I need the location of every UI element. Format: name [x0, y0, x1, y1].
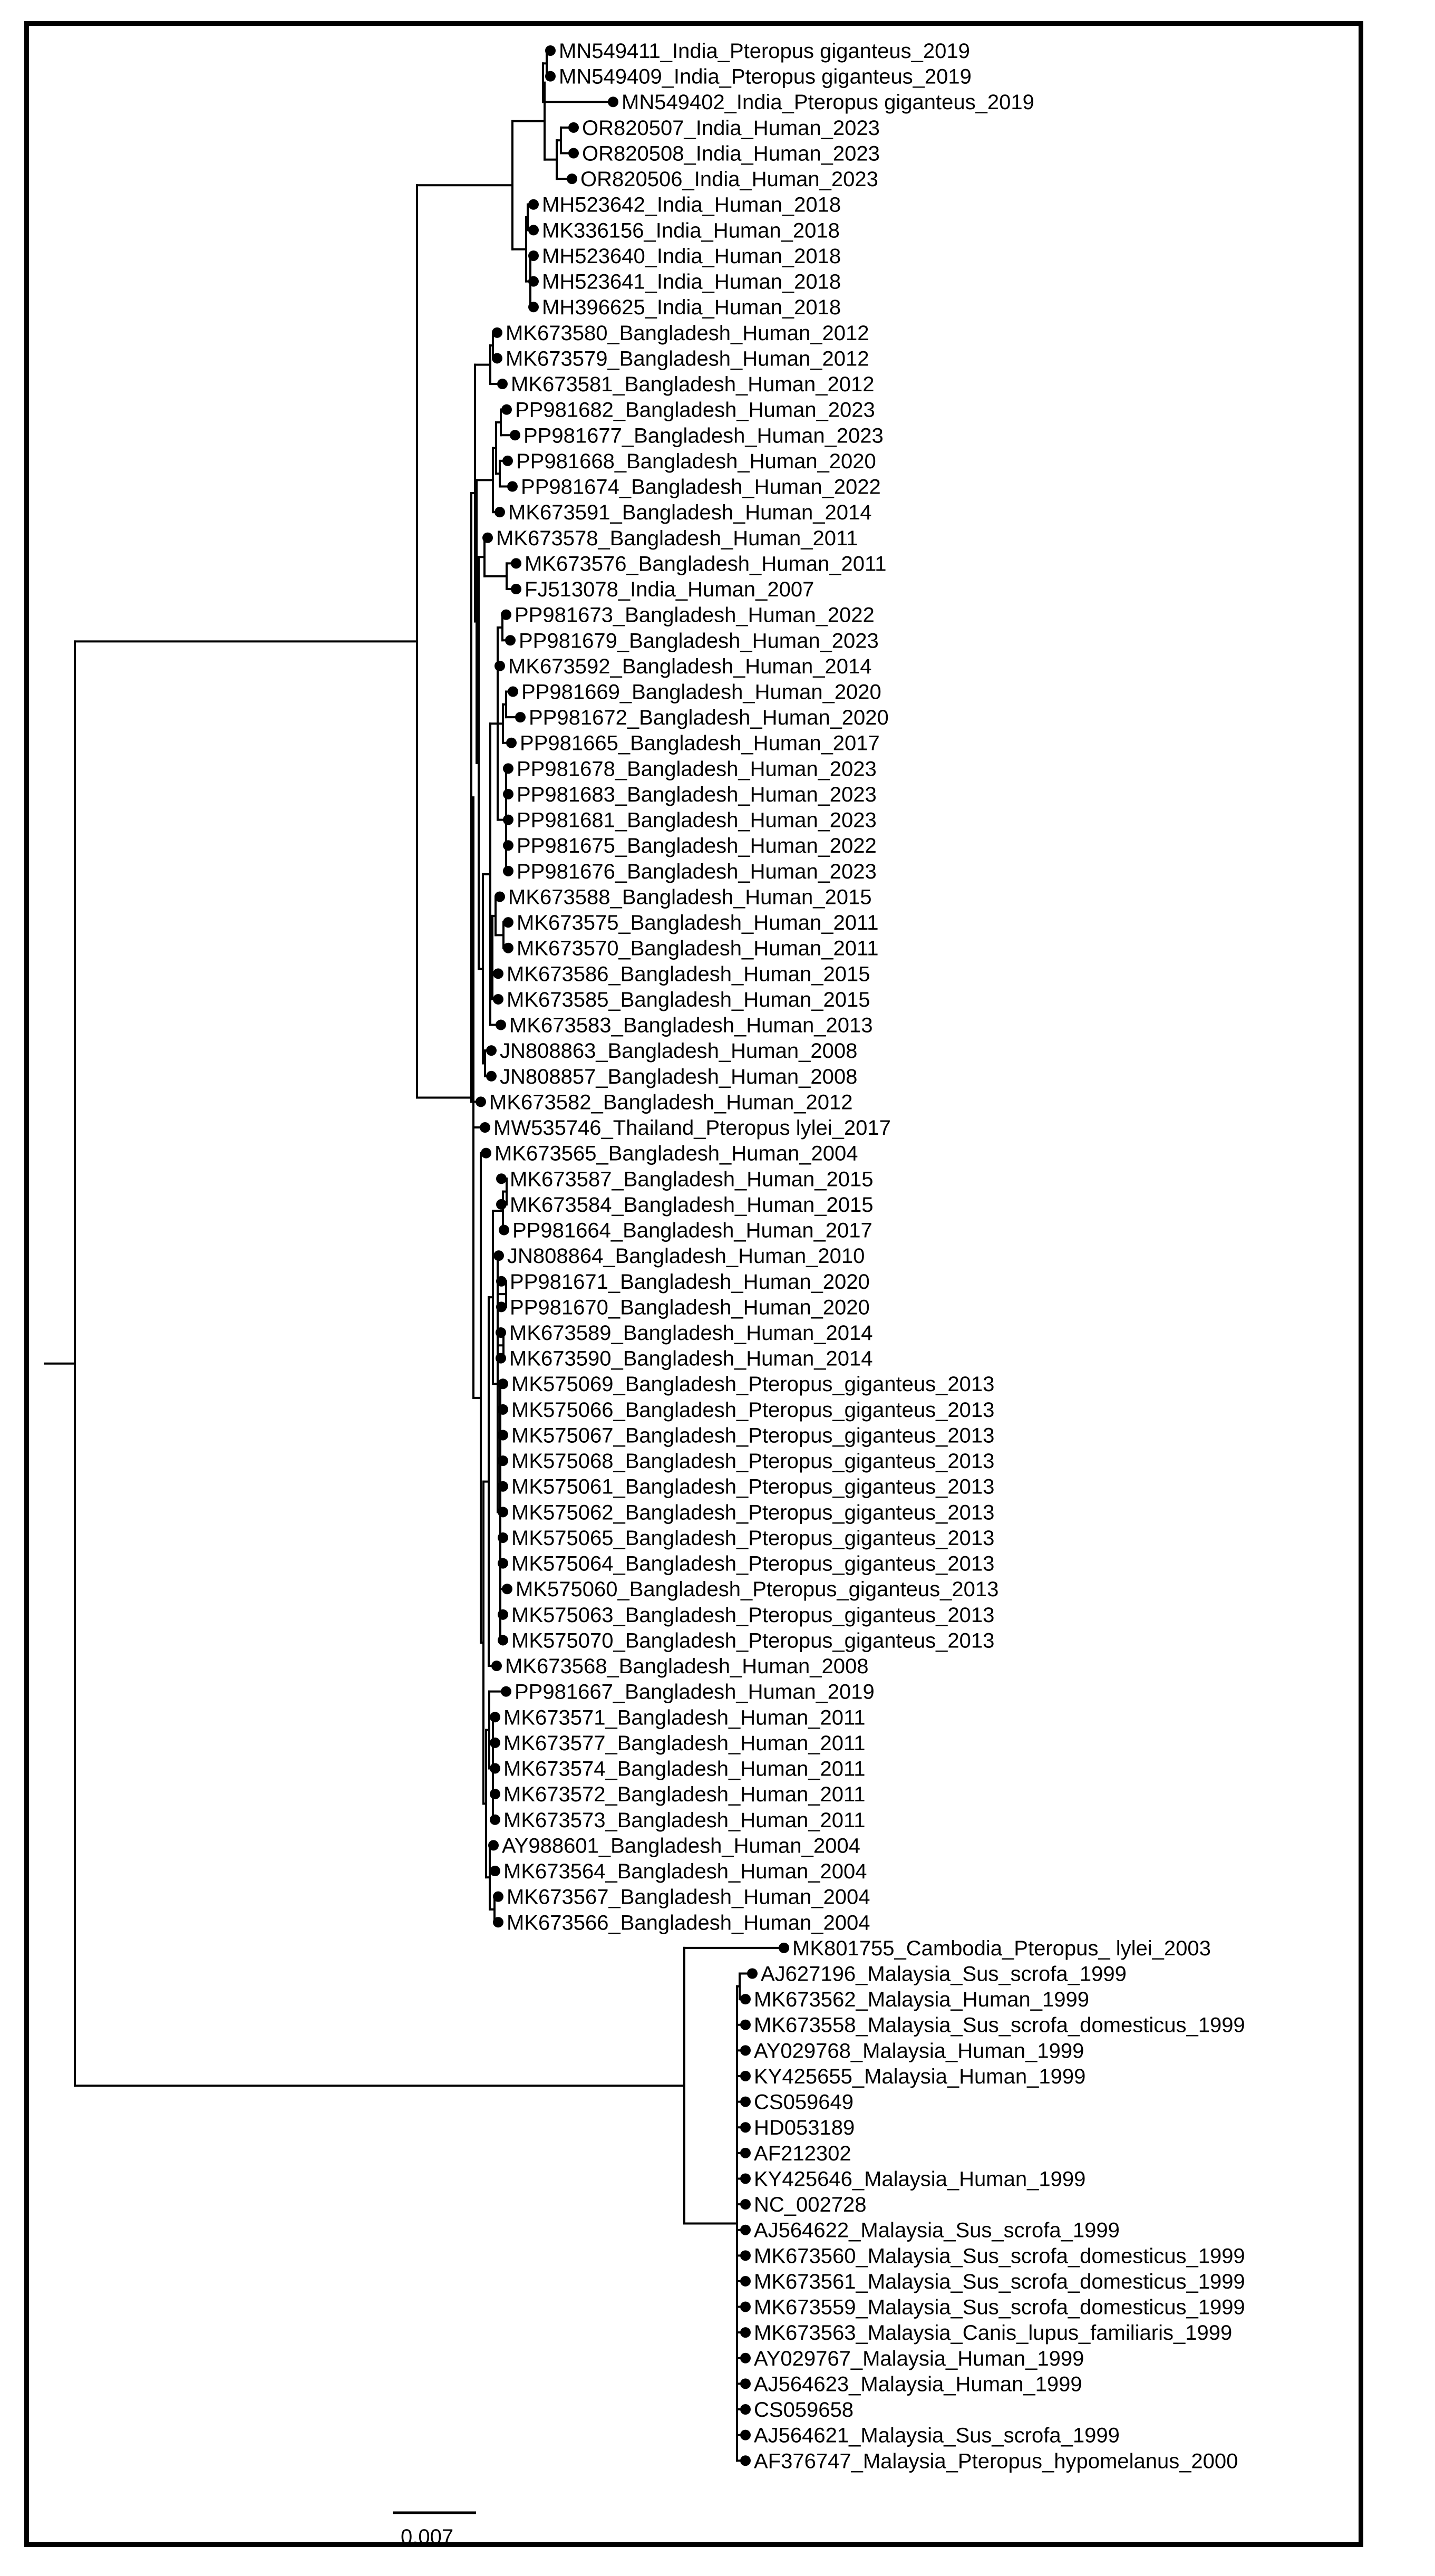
tip-node — [501, 1686, 511, 1697]
leaf-label: MK575067_Bangladesh_Pteropus_giganteus_2013 — [511, 1424, 995, 1448]
leaf-label: MK575060_Bangladesh_Pteropus_giganteus_2013 — [516, 1578, 999, 1601]
tip-node — [496, 1276, 507, 1287]
leaf-label: PP981665_Bangladesh_Human_2017 — [520, 731, 880, 755]
leaf-label: AJ564623_Malaysia_Human_1999 — [754, 2372, 1082, 2396]
tip-node — [490, 1712, 500, 1722]
leaf-label: AF376747_Malaysia_Pteropus_hypomelanus_2000 — [754, 2449, 1238, 2473]
tip-node — [503, 789, 513, 799]
tip-node — [501, 404, 512, 415]
leaf-label: MN549402_India_Pteropus giganteus_2019 — [622, 91, 1034, 114]
tip-node — [496, 1020, 506, 1030]
leaf-label: MH523640_India_Human_2018 — [542, 244, 841, 268]
leaf-label: MK673582_Bangladesh_Human_2012 — [489, 1091, 853, 1114]
tip-node — [498, 1378, 508, 1389]
tip-node — [740, 2225, 751, 2235]
leaf-label: MK673559_Malaysia_Sus_scrofa_domesticus_1999 — [754, 2295, 1245, 2319]
leaf-label: MK673567_Bangladesh_Human_2004 — [507, 1885, 870, 1909]
scale-bar-label: 0.007 — [401, 2525, 454, 2549]
tip-node — [740, 2404, 751, 2415]
leaf-label: AJ564622_Malaysia_Sus_scrofa_1999 — [754, 2218, 1120, 2242]
leaf-label: OR820506_India_Human_2023 — [580, 168, 878, 191]
leaf-label: MK673565_Bangladesh_Human_2004 — [495, 1142, 858, 1165]
leaf-label: PP981667_Bangladesh_Human_2019 — [515, 1680, 875, 1704]
tip-node — [496, 1173, 507, 1184]
leaf-label: MK673575_Bangladesh_Human_2011 — [517, 911, 879, 935]
tip-node — [490, 1763, 500, 1774]
tip-node — [528, 225, 539, 235]
leaf-label: HD053189 — [754, 2116, 855, 2140]
tip-node — [503, 815, 513, 825]
tip-node — [506, 738, 517, 748]
leaf-label: AY029767_Malaysia_Human_1999 — [754, 2347, 1084, 2370]
tip-node — [480, 1122, 490, 1133]
tip-node — [740, 2097, 751, 2107]
tip-node — [493, 968, 503, 979]
tip-node — [481, 1148, 491, 1159]
tip-node — [498, 1609, 508, 1620]
tip-node — [498, 1404, 508, 1415]
tip-node — [490, 1866, 500, 1876]
leaf-label: MK673562_Malaysia_Human_1999 — [754, 1988, 1089, 2012]
leaf-label: MK673578_Bangladesh_Human_2011 — [496, 526, 858, 550]
tip-node — [747, 1969, 758, 1979]
tip-node — [740, 2327, 751, 2338]
leaf-label: PP981664_Bangladesh_Human_2017 — [512, 1219, 872, 1242]
tip-node — [492, 327, 502, 338]
leaf-label: OR820508_India_Human_2023 — [582, 142, 880, 166]
tip-node — [511, 558, 521, 568]
tip-node — [498, 1481, 508, 1492]
leaf-label: PP981677_Bangladesh_Human_2023 — [523, 424, 884, 448]
leaf-label: AY029768_Malaysia_Human_1999 — [754, 2039, 1084, 2063]
tip-node — [503, 943, 513, 953]
tip-node — [493, 1917, 503, 1927]
tip-node — [496, 1353, 506, 1364]
leaf-label: MK673587_Bangladesh_Human_2015 — [510, 1168, 874, 1191]
leaf-label: MK673561_Malaysia_Sus_scrofa_domesticus_1999 — [754, 2270, 1245, 2293]
leaf-label: PP981669_Bangladesh_Human_2020 — [521, 680, 881, 704]
tip-node — [495, 661, 505, 671]
leaf-label: JN808857_Bangladesh_Human_2008 — [500, 1065, 858, 1088]
tip-node — [490, 1815, 500, 1825]
tip-node — [498, 1430, 508, 1440]
leaf-label: MK673568_Bangladesh_Human_2008 — [505, 1655, 869, 1678]
leaf-label: MK673558_Malaysia_Sus_scrofa_domesticus_1999 — [754, 2013, 1245, 2037]
tip-node — [503, 840, 513, 851]
tip-node — [498, 1507, 508, 1517]
leaf-label: KY425646_Malaysia_Human_1999 — [754, 2167, 1086, 2191]
tip-node — [528, 199, 539, 210]
leaf-label: OR820507_India_Human_2023 — [582, 116, 880, 140]
leaf-label: MK673588_Bangladesh_Human_2015 — [508, 885, 872, 909]
tip-node — [502, 456, 513, 466]
leaf-label: NC_002728 — [754, 2193, 867, 2217]
tip-node — [510, 430, 520, 440]
tree-labels — [489, 40, 1245, 2473]
leaf-label: FJ513078_India_Human_2007 — [525, 578, 815, 602]
tip-node — [740, 1994, 751, 2004]
leaf-label: MH523641_India_Human_2018 — [542, 270, 841, 294]
leaf-label: PP981672_Bangladesh_Human_2020 — [529, 706, 889, 730]
tip-node — [528, 276, 539, 287]
tip-node — [608, 97, 618, 107]
leaf-label: MK575062_Bangladesh_Pteropus_giganteus_2013 — [511, 1501, 995, 1525]
tip-node — [740, 2353, 751, 2363]
leaf-label: MK673590_Bangladesh_Human_2014 — [509, 1347, 873, 1371]
leaf-label: KY425655_Malaysia_Human_1999 — [754, 2064, 1086, 2088]
tip-node — [486, 1045, 497, 1056]
leaf-label: MK673573_Bangladesh_Human_2011 — [503, 1808, 866, 1832]
phylogenetic-tree — [29, 26, 1368, 2552]
leaf-label: AJ564621_Malaysia_Sus_scrofa_1999 — [754, 2424, 1120, 2447]
leaf-label: AY988601_Bangladesh_Human_2004 — [502, 1834, 860, 1858]
leaf-label: MK673566_Bangladesh_Human_2004 — [507, 1911, 870, 1935]
leaf-label: PP981678_Bangladesh_Human_2023 — [517, 757, 877, 781]
leaf-label: AF212302 — [754, 2141, 851, 2165]
leaf-label: MK575064_Bangladesh_Pteropus_giganteus_2013 — [511, 1552, 995, 1576]
tip-node — [496, 1327, 506, 1338]
tip-node — [498, 1532, 508, 1543]
leaf-label: CS059649 — [754, 2090, 854, 2114]
leaf-label: MK673564_Bangladesh_Human_2004 — [503, 1860, 867, 1884]
leaf-label: MW535746_Thailand_Pteropus lylei_2017 — [493, 1116, 891, 1140]
leaf-label: MK673574_Bangladesh_Human_2011 — [503, 1757, 866, 1781]
leaf-label: MK673563_Malaysia_Canis_lupus_familiaris_1999 — [754, 2321, 1233, 2345]
tip-node — [528, 250, 539, 261]
leaf-label: PP981671_Bangladesh_Human_2020 — [510, 1270, 870, 1294]
leaf-label: MK673586_Bangladesh_Human_2015 — [507, 962, 870, 986]
tip-node — [511, 584, 521, 594]
tip-node — [503, 866, 513, 876]
tip-node — [492, 353, 502, 363]
tip-node — [740, 2430, 751, 2440]
leaf-label: MK673579_Bangladesh_Human_2012 — [506, 347, 869, 371]
leaf-label: MK575065_Bangladesh_Pteropus_giganteus_2013 — [511, 1526, 995, 1550]
tip-node — [779, 1943, 789, 1953]
leaf-label: MK673560_Malaysia_Sus_scrofa_domesticus_1999 — [754, 2244, 1245, 2268]
leaf-label: MN549411_India_Pteropus giganteus_2019 — [559, 40, 970, 63]
leaf-label: PP981681_Bangladesh_Human_2023 — [517, 808, 877, 832]
tip-node — [496, 1199, 507, 1210]
leaf-label: PP981674_Bangladesh_Human_2022 — [521, 475, 881, 499]
leaf-label: MK673571_Bangladesh_Human_2011 — [503, 1706, 866, 1730]
tip-node — [740, 2302, 751, 2312]
leaf-label: MK673581_Bangladesh_Human_2012 — [511, 373, 875, 397]
leaf-label: JN808863_Bangladesh_Human_2008 — [500, 1039, 858, 1063]
leaf-label: MK673572_Bangladesh_Human_2011 — [503, 1783, 866, 1807]
tip-node — [499, 1225, 509, 1236]
tip-node — [476, 1096, 486, 1107]
tip-node — [488, 1840, 499, 1850]
tip-node — [740, 2250, 751, 2261]
tip-node — [498, 1455, 508, 1466]
tip-node — [740, 2378, 751, 2389]
leaf-label: MK575068_Bangladesh_Pteropus_giganteus_2013 — [511, 1450, 995, 1473]
leaf-label: PP981675_Bangladesh_Human_2022 — [517, 834, 877, 858]
leaf-label: PP981668_Bangladesh_Human_2020 — [516, 449, 876, 473]
tip-node — [493, 1892, 503, 1902]
tip-node — [528, 302, 539, 312]
leaf-label: PP981670_Bangladesh_Human_2020 — [510, 1296, 870, 1319]
leaf-label: MK673570_Bangladesh_Human_2011 — [517, 937, 879, 960]
leaf-label: MK673584_Bangladesh_Human_2015 — [510, 1193, 874, 1217]
tip-node — [490, 1789, 500, 1799]
tip-node — [740, 2071, 751, 2081]
tip-node — [502, 1584, 512, 1594]
tip-node — [507, 481, 518, 492]
leaf-label: CS059658 — [754, 2398, 854, 2422]
figure-frame — [24, 21, 1363, 2547]
leaf-label: MK575066_Bangladesh_Pteropus_giganteus_2013 — [511, 1398, 995, 1422]
tip-node — [497, 379, 508, 389]
leaf-label: MH523642_India_Human_2018 — [542, 193, 841, 217]
scale-bar — [393, 2513, 476, 2549]
leaf-label: PP981683_Bangladesh_Human_2023 — [517, 783, 877, 806]
tip-node — [493, 994, 503, 1005]
leaf-label: MH396625_India_Human_2018 — [542, 296, 841, 320]
tip-node — [740, 2020, 751, 2030]
tip-node — [491, 1661, 502, 1671]
tip-node — [568, 122, 579, 133]
leaf-label: MK673585_Bangladesh_Human_2015 — [507, 988, 870, 1011]
leaf-label: MK673592_Bangladesh_Human_2014 — [508, 654, 872, 678]
leaf-label: PP981682_Bangladesh_Human_2023 — [515, 398, 875, 422]
leaf-label: MK673583_Bangladesh_Human_2013 — [509, 1014, 873, 1037]
tip-node — [568, 148, 579, 158]
tip-node — [498, 1558, 508, 1569]
leaf-label: MK575070_Bangladesh_Pteropus_giganteus_2013 — [511, 1629, 995, 1653]
leaf-label: MN549409_India_Pteropus giganteus_2019 — [559, 65, 972, 89]
tip-node — [740, 2199, 751, 2210]
tip-node — [495, 507, 505, 517]
tip-node — [515, 712, 526, 722]
leaf-label: MK673589_Bangladesh_Human_2014 — [509, 1321, 873, 1345]
tip-node — [740, 2276, 751, 2286]
tip-node — [740, 2455, 751, 2466]
leaf-label: MK673591_Bangladesh_Human_2014 — [508, 501, 872, 525]
tip-node — [740, 2045, 751, 2056]
leaf-label: MK673577_Bangladesh_Human_2011 — [503, 1731, 866, 1755]
leaf-label: MK575061_Bangladesh_Pteropus_giganteus_2013 — [511, 1475, 995, 1499]
tip-node — [501, 610, 511, 620]
tip-node — [495, 891, 505, 902]
tip-node — [493, 1250, 504, 1261]
tip-node — [505, 635, 516, 645]
tip-node — [545, 71, 556, 82]
tip-node — [486, 1071, 497, 1082]
leaf-label: MK801755_Cambodia_Pteropus_ lylei_2003 — [792, 1936, 1211, 1960]
tip-node — [498, 1635, 508, 1645]
tip-node — [508, 687, 518, 697]
leaf-label: MK336156_India_Human_2018 — [542, 219, 840, 243]
tip-node — [503, 917, 513, 928]
leaf-label: MK673580_Bangladesh_Human_2012 — [506, 321, 869, 345]
leaf-label: PP981679_Bangladesh_Human_2023 — [519, 629, 879, 653]
leaf-label: JN808864_Bangladesh_Human_2010 — [507, 1244, 865, 1268]
leaf-label: AJ627196_Malaysia_Sus_scrofa_1999 — [761, 1962, 1127, 1986]
tip-node — [503, 763, 513, 774]
leaf-label: MK575063_Bangladesh_Pteropus_giganteus_2013 — [511, 1603, 995, 1627]
tip-node — [490, 1738, 500, 1748]
tip-node — [740, 2122, 751, 2133]
tip-node — [567, 173, 577, 184]
leaf-label: PP981676_Bangladesh_Human_2023 — [517, 860, 877, 883]
tip-node — [740, 2173, 751, 2184]
tip-node — [740, 2148, 751, 2158]
tip-node — [496, 1301, 507, 1312]
tip-node — [545, 45, 556, 56]
leaf-label: MK575069_Bangladesh_Pteropus_giganteus_2013 — [511, 1373, 995, 1396]
leaf-label: MK673576_Bangladesh_Human_2011 — [525, 552, 887, 576]
tip-node — [482, 533, 493, 543]
leaf-label: PP981673_Bangladesh_Human_2022 — [515, 603, 875, 627]
